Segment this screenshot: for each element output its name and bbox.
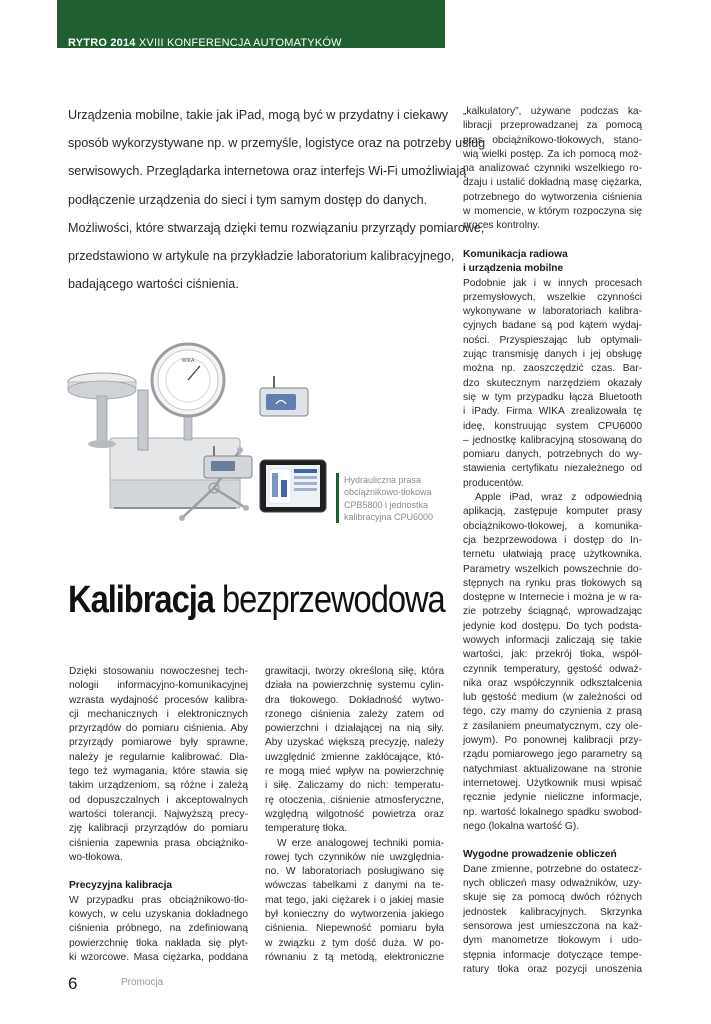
body-line: rowej tych czynników nie uwzględnia- <box>265 851 444 863</box>
body-line: ciśnienia. Niepewność pomiaru była <box>265 923 444 935</box>
intro-line: Urządzenia mobilne, takie jak iPad, mogą być w przydatny i ciekawy <box>68 108 449 122</box>
body-line: mat tego, jaki ciężarek i o jakiej masie <box>265 894 444 906</box>
body-line: – jednostkę kalibracyjną stosowaną do <box>463 434 642 446</box>
body-line: z zasilaniem pneumatycznym, czy ole- <box>463 720 642 732</box>
body-line: należy je regularnie kalibrować. Dla- <box>69 751 248 763</box>
body-line: stawienia certyfikatu niezależnego od <box>463 463 642 475</box>
product-photo <box>64 340 339 530</box>
page-number: 6 <box>68 974 78 993</box>
body-line: nych obliczeń masy odważników, uzy- <box>463 878 642 890</box>
body-line: producentów. <box>463 477 524 489</box>
body-line: przyrządów do pomiaru ciśnienia. Aby <box>69 723 248 735</box>
body-line: wówczas tabelkami z danymi na te- <box>265 880 444 892</box>
body-line: od dopuszczalnych i akceptowalnych <box>69 794 248 806</box>
body-line: cja bezprzewodowa i dostęp do In- <box>463 534 642 546</box>
body-line: jedynie kod dostępu. Do tych podsta- <box>463 620 642 632</box>
body-line: ności. Przyspieszając lub optymali- <box>463 334 642 346</box>
body-line: wartości tolerancji. Najwyższą precy- <box>69 808 248 820</box>
body-line: był konieczny do wytworzenia jakiego <box>265 909 444 921</box>
body-line: można np. zaoszczędzić czas. Bar- <box>463 363 642 375</box>
image-caption <box>344 474 454 523</box>
body-line: W erze analogowej techniki pomia- <box>277 837 444 849</box>
body-line: względną wilgotność powietrza oraz <box>265 808 444 820</box>
body-line: rządu pomiarowego jego parametry są <box>463 749 642 761</box>
caption-line: Hydrauliczna prasa <box>344 475 422 485</box>
body-line: sensorowa jest umieszczona na każ- <box>463 920 642 932</box>
body-line: re mogą mieć wpływ na powierzchnię <box>265 766 444 778</box>
body-line: ternetu ułatwiają pracę użytkownika. <box>463 549 642 561</box>
body-line: obciążnikowo-tłokowej, a komunika- <box>463 520 642 532</box>
body-line: np. wartość lokalnego spadku swobod- <box>463 806 642 818</box>
section-heading: i urządzenia mobilne <box>463 263 564 275</box>
body-line: Podobnie jak i w innych procesach <box>463 277 642 289</box>
body-line: ciśnienia zapewnia prasa obciążniko- <box>69 837 248 849</box>
body-line: pras obciążnikowo-tłokowych, stano- <box>463 134 642 146</box>
body-line: wo-tłokowa. <box>69 851 123 863</box>
body-line: Apple iPad, wraz z odpowiednią <box>475 492 642 504</box>
body-line: wowych informacji zaliczają się takie <box>463 634 642 646</box>
body-line: ciśnienia próbnego, na zdefiniowaną <box>69 923 248 935</box>
body-line: działa na powierzchnię systemu cylin- <box>265 680 444 692</box>
body-line: dym manometrze tłokowym i udo- <box>463 935 642 947</box>
body-line: wią wielki postęp. Za ich pomocą moż- <box>463 148 642 160</box>
intro-line: serwisowych. Przeglądarka internetowa oraz interfejs Wi-Fi umożliwiają <box>68 164 467 179</box>
body-line: nika oraz współczynnik odkształcenia <box>463 677 642 689</box>
body-line: i siłę. Zaliczamy do nich: temperatu- <box>265 780 444 792</box>
section-heading: Precyzyjna kalibracja <box>69 880 173 892</box>
body-line: internetowej. Użytkownik musi wpisać <box>463 777 642 789</box>
header-conference: XVIII KONFERENCJA AUTOMATYKÓW <box>138 37 342 49</box>
intro-line: podłączenie urządzenia do sieci i tym samym dostęp do danych. <box>68 192 428 207</box>
body-line: dra tłokowego. Dokładność wytwo- <box>265 694 444 706</box>
intro-line: przedstawiono w artykule na przykładzie laboratorium kalibracyjnego, <box>68 249 455 264</box>
body-line: rę otoczenia, ciśnienie atmosferyczne, <box>265 794 444 806</box>
body-line: tego, czy mamy do czynienia z prasą <box>463 706 642 718</box>
body-line: kowych, w celu uzyskania dokładnego <box>69 909 248 921</box>
body-line: W przypadku pras obciążnikowo-tło- <box>69 894 248 906</box>
press-base-front <box>110 480 240 508</box>
body-line: proces kontrolny. <box>463 220 540 232</box>
body-line: na analizować czynniki wszelkiego ro- <box>463 163 642 175</box>
body-line: stępnia informacje dotyczące tempe- <box>463 949 642 961</box>
body-line: ratury tłoka oraz pozycji unoszenia <box>463 963 642 975</box>
tablet-device <box>260 460 326 512</box>
body-line: dzo skutecznym narzędziem okazały <box>463 377 642 389</box>
paragraph-gap <box>69 865 248 879</box>
body-line: i iPady. Firma WIKA zrealizowała tę <box>463 406 642 418</box>
caption-line: CPB5800 i jednostka <box>344 499 429 510</box>
body-line: skuje się za pomocą dwóch różnych <box>463 892 642 904</box>
body-line: libracji przeprowadzanej za pomocą <box>463 120 642 132</box>
body-line: ręcznie jedynie nieliczne informacje, <box>463 792 642 804</box>
body-line: „kalkulatory”, używane podczas ka- <box>463 106 642 117</box>
body-line: Aby uzyskać większą precyzję, należy <box>265 737 444 749</box>
body-line: Parametry wszelkich powszechnie do- <box>463 563 642 575</box>
body-line: w związku z tym dość duża. W po- <box>265 937 444 949</box>
intro-line: Możliwości, które stwarzają dzięki temu rozwiązaniu przyrządy pomiarowe, <box>68 220 485 235</box>
body-line: wartości, jak: przekrój tłoka, współ- <box>463 649 642 661</box>
body-line: no. W laboratoriach posługiwano się <box>265 866 444 878</box>
intro-line: sposób wykorzystywane np. w przemyśle, logistyce oraz na potrzeby usług <box>68 136 486 151</box>
body-line: cji mechanicznych i elektronicznych <box>69 708 248 720</box>
running-header <box>68 37 342 49</box>
caption-line: kalibracyjna CPU6000 <box>344 511 434 522</box>
intro-line: badającego wartości ciśnienia. <box>68 277 239 292</box>
body-line: natychmiast aktualizowane na stronie <box>463 763 642 775</box>
section-heading: Wygodne prowadzenie obliczeń <box>463 849 617 861</box>
intro-lead <box>68 101 486 298</box>
body-line: w momencie, w którym rozpoczyna się <box>463 206 642 218</box>
body-line: nego (lokalna wartość G). <box>463 820 580 832</box>
body-line: takim urządzeniom, są różne i zależą <box>69 780 248 792</box>
body-line: uwzględnić zmienne zakłócające, któ- <box>265 751 444 763</box>
body-line: cyjnych badane są pod kątem wydaj- <box>463 320 642 332</box>
gauge-brand: WIKA <box>181 358 195 364</box>
body-line: potrzebnego do wytworzenia ciśnienia <box>463 191 642 203</box>
body-line: grawitacji, tworzy określoną siłę, która <box>265 666 444 677</box>
header-brand: RYTRO 2014 <box>68 37 136 49</box>
body-line: stępnych na rynku pras tłokowych są <box>463 577 642 589</box>
caption-line: obciążnikowo-tłokowa <box>344 487 432 498</box>
footer-section-label: Promocja <box>121 977 164 988</box>
body-line: dostępne w Internecie i można je w ra- <box>463 592 642 604</box>
caption-accent-bar <box>336 473 339 523</box>
body-line: rzonego ciśnienia zależy zatem od <box>265 708 444 720</box>
body-line: nologii informacyjno-komunikacyjnej <box>69 680 248 692</box>
article-title <box>68 578 445 622</box>
body-line: się w tym przypadku łącza Bluetooth <box>463 391 642 403</box>
body-line: wykonywane w laboratoriach kalibra- <box>463 306 642 318</box>
body-line: aplikacją, zastępuje komputer prasy <box>463 506 642 518</box>
body-line: powierzchni i działającej na nią siły. <box>265 723 444 735</box>
body-column-1 <box>69 665 248 965</box>
body-line: Dzięki stosowaniu nowoczesnej tech- <box>69 666 248 677</box>
body-column-3 <box>463 105 642 977</box>
piston-column <box>138 390 148 450</box>
body-line: dzaju i ustalić dokładną masę ciężarka, <box>463 177 642 189</box>
section-heading: Komunikacja radiowa <box>463 248 568 260</box>
body-line: tego też wymagania, które stawia się <box>69 766 248 778</box>
title-word-bold: Kalibracja <box>68 579 214 621</box>
body-line: ki wzorcowe. Masa ciężarka, poddana <box>69 951 248 963</box>
body-line: równaniu z tą metodą, elektroniczne <box>265 951 444 963</box>
paragraph-gap <box>463 234 642 248</box>
body-line: zując transmisję danych i jej obsługę <box>463 349 642 361</box>
body-line: temperaturę tłoka. <box>265 823 348 835</box>
body-line: czynnik temperatury, gęstość odważ- <box>463 663 642 675</box>
title-word-light: bezprzewodowa <box>221 579 445 621</box>
body-line: jowym). Po ponownej kalibracji przy- <box>463 735 642 747</box>
body-line: lub gęstość medium (w zależności od <box>463 692 642 704</box>
body-line: pomiaru danych, potrzebnych do wy- <box>463 449 642 461</box>
body-line: wzrasta wydajność procesów kalibra- <box>69 694 248 706</box>
body-line: przemysłowych, wszelkie czynności <box>463 291 642 303</box>
body-line: zie potrzeby ściągnąć, wprowadzając <box>463 606 642 618</box>
paragraph-gap <box>463 834 642 848</box>
body-column-2 <box>265 665 444 965</box>
body-line: powierzchnię tłoka nakłada się płyt- <box>69 937 248 949</box>
body-line: ideę, konstruując system CPU6000 <box>463 420 642 432</box>
body-line: Dane zmienne, potrzebne do ostatecz- <box>463 863 642 875</box>
body-line: jednostek kalibracyjnych. Skrzynka <box>463 906 642 918</box>
body-line: zję kalibracji przyrządów do pomiaru <box>69 823 248 835</box>
calibration-unit <box>260 376 308 416</box>
body-line: przyrządy pomiarowe były sprawne, <box>69 737 248 749</box>
